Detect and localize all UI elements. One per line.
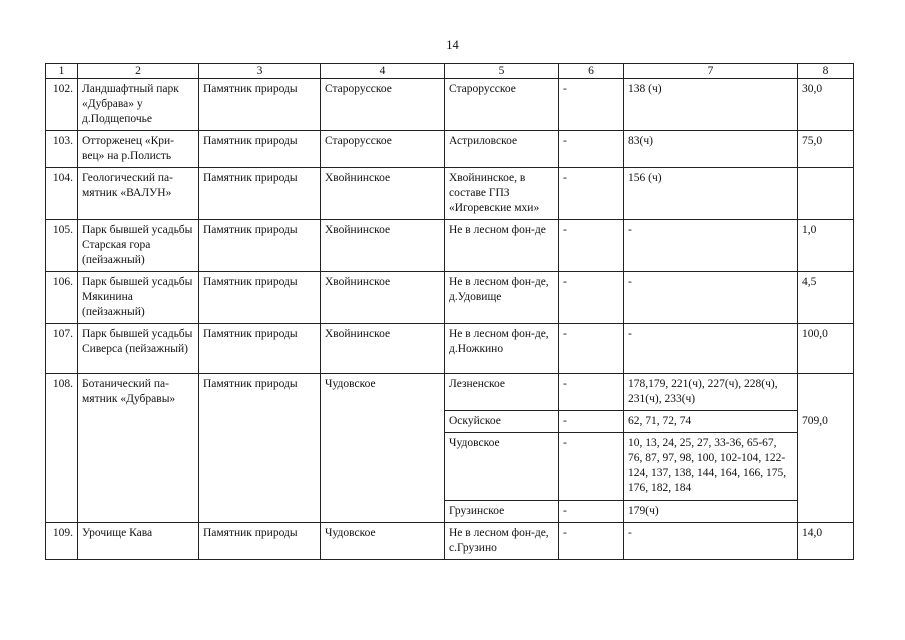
object-name: Парк бывшей усадьбы Сиверса (пейзажный) bbox=[78, 324, 199, 374]
area: 14,0 bbox=[798, 523, 854, 560]
row-number: 102. bbox=[46, 79, 78, 131]
col6-value: - bbox=[559, 433, 624, 501]
quarters: 83(ч) bbox=[624, 131, 798, 168]
quarters: 62, 71, 72, 74 bbox=[624, 411, 798, 433]
quarters: 179(ч) bbox=[624, 501, 798, 523]
area: 4,5 bbox=[798, 272, 854, 324]
area: 1,0 bbox=[798, 220, 854, 272]
row-number: 108. bbox=[46, 374, 78, 523]
row-number: 107. bbox=[46, 324, 78, 374]
header-cell: 7 bbox=[624, 64, 798, 79]
quarters: - bbox=[624, 220, 798, 272]
table-row bbox=[46, 168, 854, 220]
district: Хвойнинское bbox=[321, 272, 445, 324]
col6-value: - bbox=[559, 79, 624, 131]
area-top-cell bbox=[798, 374, 854, 411]
col6-value: - bbox=[559, 220, 624, 272]
quarters: - bbox=[624, 324, 798, 374]
object-name: Парк бывшей усадьбы Старская гора (пейзажный) bbox=[78, 220, 199, 272]
area: 75,0 bbox=[798, 131, 854, 168]
header-cell: 3 bbox=[199, 64, 321, 79]
page-number: 14 bbox=[446, 38, 459, 52]
table-row bbox=[46, 79, 854, 131]
object-name: Ботанический па-мятник «Дубравы» bbox=[78, 374, 199, 523]
forestry: Не в лесном фон-де bbox=[445, 220, 559, 272]
header-cell: 8 bbox=[798, 64, 854, 79]
table-row bbox=[46, 220, 854, 272]
object-category: Памятник природы bbox=[199, 168, 321, 220]
forestry: Астриловское bbox=[445, 131, 559, 168]
quarters: 178,179, 221(ч), 227(ч), 228(ч), 231(ч), 233(ч) bbox=[624, 374, 798, 411]
object-name: Ландшафтный парк «Дубрава» у д.Подщепочье bbox=[78, 79, 199, 131]
object-category: Памятник природы bbox=[199, 374, 321, 523]
forestry: Не в лесном фон-де, д.Ножкино bbox=[445, 324, 559, 374]
col6-value: - bbox=[559, 411, 624, 433]
object-name: Геологический па-мятник «ВАЛУН» bbox=[78, 168, 199, 220]
row-number: 106. bbox=[46, 272, 78, 324]
header-row bbox=[46, 64, 854, 79]
area: 100,0 bbox=[798, 324, 854, 374]
header-cell: 6 bbox=[559, 64, 624, 79]
forestry: Лезненское bbox=[445, 374, 559, 411]
object-name: Отторженец «Кри-вец» на р.Полисть bbox=[78, 131, 199, 168]
district: Хвойнинское bbox=[321, 168, 445, 220]
register-table bbox=[45, 63, 854, 560]
col6-value: - bbox=[559, 523, 624, 560]
col6-value: - bbox=[559, 374, 624, 411]
table-row bbox=[46, 523, 854, 560]
header-cell: 4 bbox=[321, 64, 445, 79]
table-row bbox=[46, 324, 854, 374]
quarters: - bbox=[624, 523, 798, 560]
forestry: Не в лесном фон-де, д.Удовище bbox=[445, 272, 559, 324]
district: Старорусское bbox=[321, 79, 445, 131]
col6-value: - bbox=[559, 501, 624, 523]
object-category: Памятник природы bbox=[199, 220, 321, 272]
table-row bbox=[46, 131, 854, 168]
object-category: Памятник природы bbox=[199, 272, 321, 324]
area bbox=[798, 168, 854, 220]
header-cell: 1 bbox=[46, 64, 78, 79]
forestry: Чудовское bbox=[445, 433, 559, 501]
object-category: Памятник природы bbox=[199, 523, 321, 560]
row-number: 104. bbox=[46, 168, 78, 220]
forestry: Старорусское bbox=[445, 79, 559, 131]
forestry: Грузинское bbox=[445, 501, 559, 523]
col6-value: - bbox=[559, 131, 624, 168]
quarters: 156 (ч) bbox=[624, 168, 798, 220]
col6-value: - bbox=[559, 272, 624, 324]
object-name: Урочище Кава bbox=[78, 523, 199, 560]
object-category: Памятник природы bbox=[199, 79, 321, 131]
forestry: Оскуйское bbox=[445, 411, 559, 433]
col6-value: - bbox=[559, 324, 624, 374]
header-cell: 2 bbox=[78, 64, 199, 79]
district: Хвойнинское bbox=[321, 324, 445, 374]
col6-value: - bbox=[559, 168, 624, 220]
area: 30,0 bbox=[798, 79, 854, 131]
forestry: Не в лесном фон-де, с.Грузино bbox=[445, 523, 559, 560]
row-number: 103. bbox=[46, 131, 78, 168]
table-row bbox=[46, 374, 854, 411]
row-number: 105. bbox=[46, 220, 78, 272]
area: 709,0 bbox=[798, 411, 854, 523]
district: Чудовское bbox=[321, 523, 445, 560]
object-category: Памятник природы bbox=[199, 131, 321, 168]
quarters: 138 (ч) bbox=[624, 79, 798, 131]
row-number: 109. bbox=[46, 523, 78, 560]
object-name: Парк бывшей усадьбы Мякинина (пейзажный) bbox=[78, 272, 199, 324]
quarters: 10, 13, 24, 25, 27, 33-36, 65-67, 76, 87, 97, 98, 100, 102-104, 122-124, 137, 138, 144, 164, 166, 175, 176, 182, 184 bbox=[624, 433, 798, 501]
header-cell: 5 bbox=[445, 64, 559, 79]
table-row bbox=[46, 272, 854, 324]
quarters: - bbox=[624, 272, 798, 324]
object-category: Памятник природы bbox=[199, 324, 321, 374]
district: Чудовское bbox=[321, 374, 445, 523]
district: Хвойнинское bbox=[321, 220, 445, 272]
district: Старорусское bbox=[321, 131, 445, 168]
forestry: Хвойнинское, в составе ГПЗ «Игоревские мхи» bbox=[445, 168, 559, 220]
